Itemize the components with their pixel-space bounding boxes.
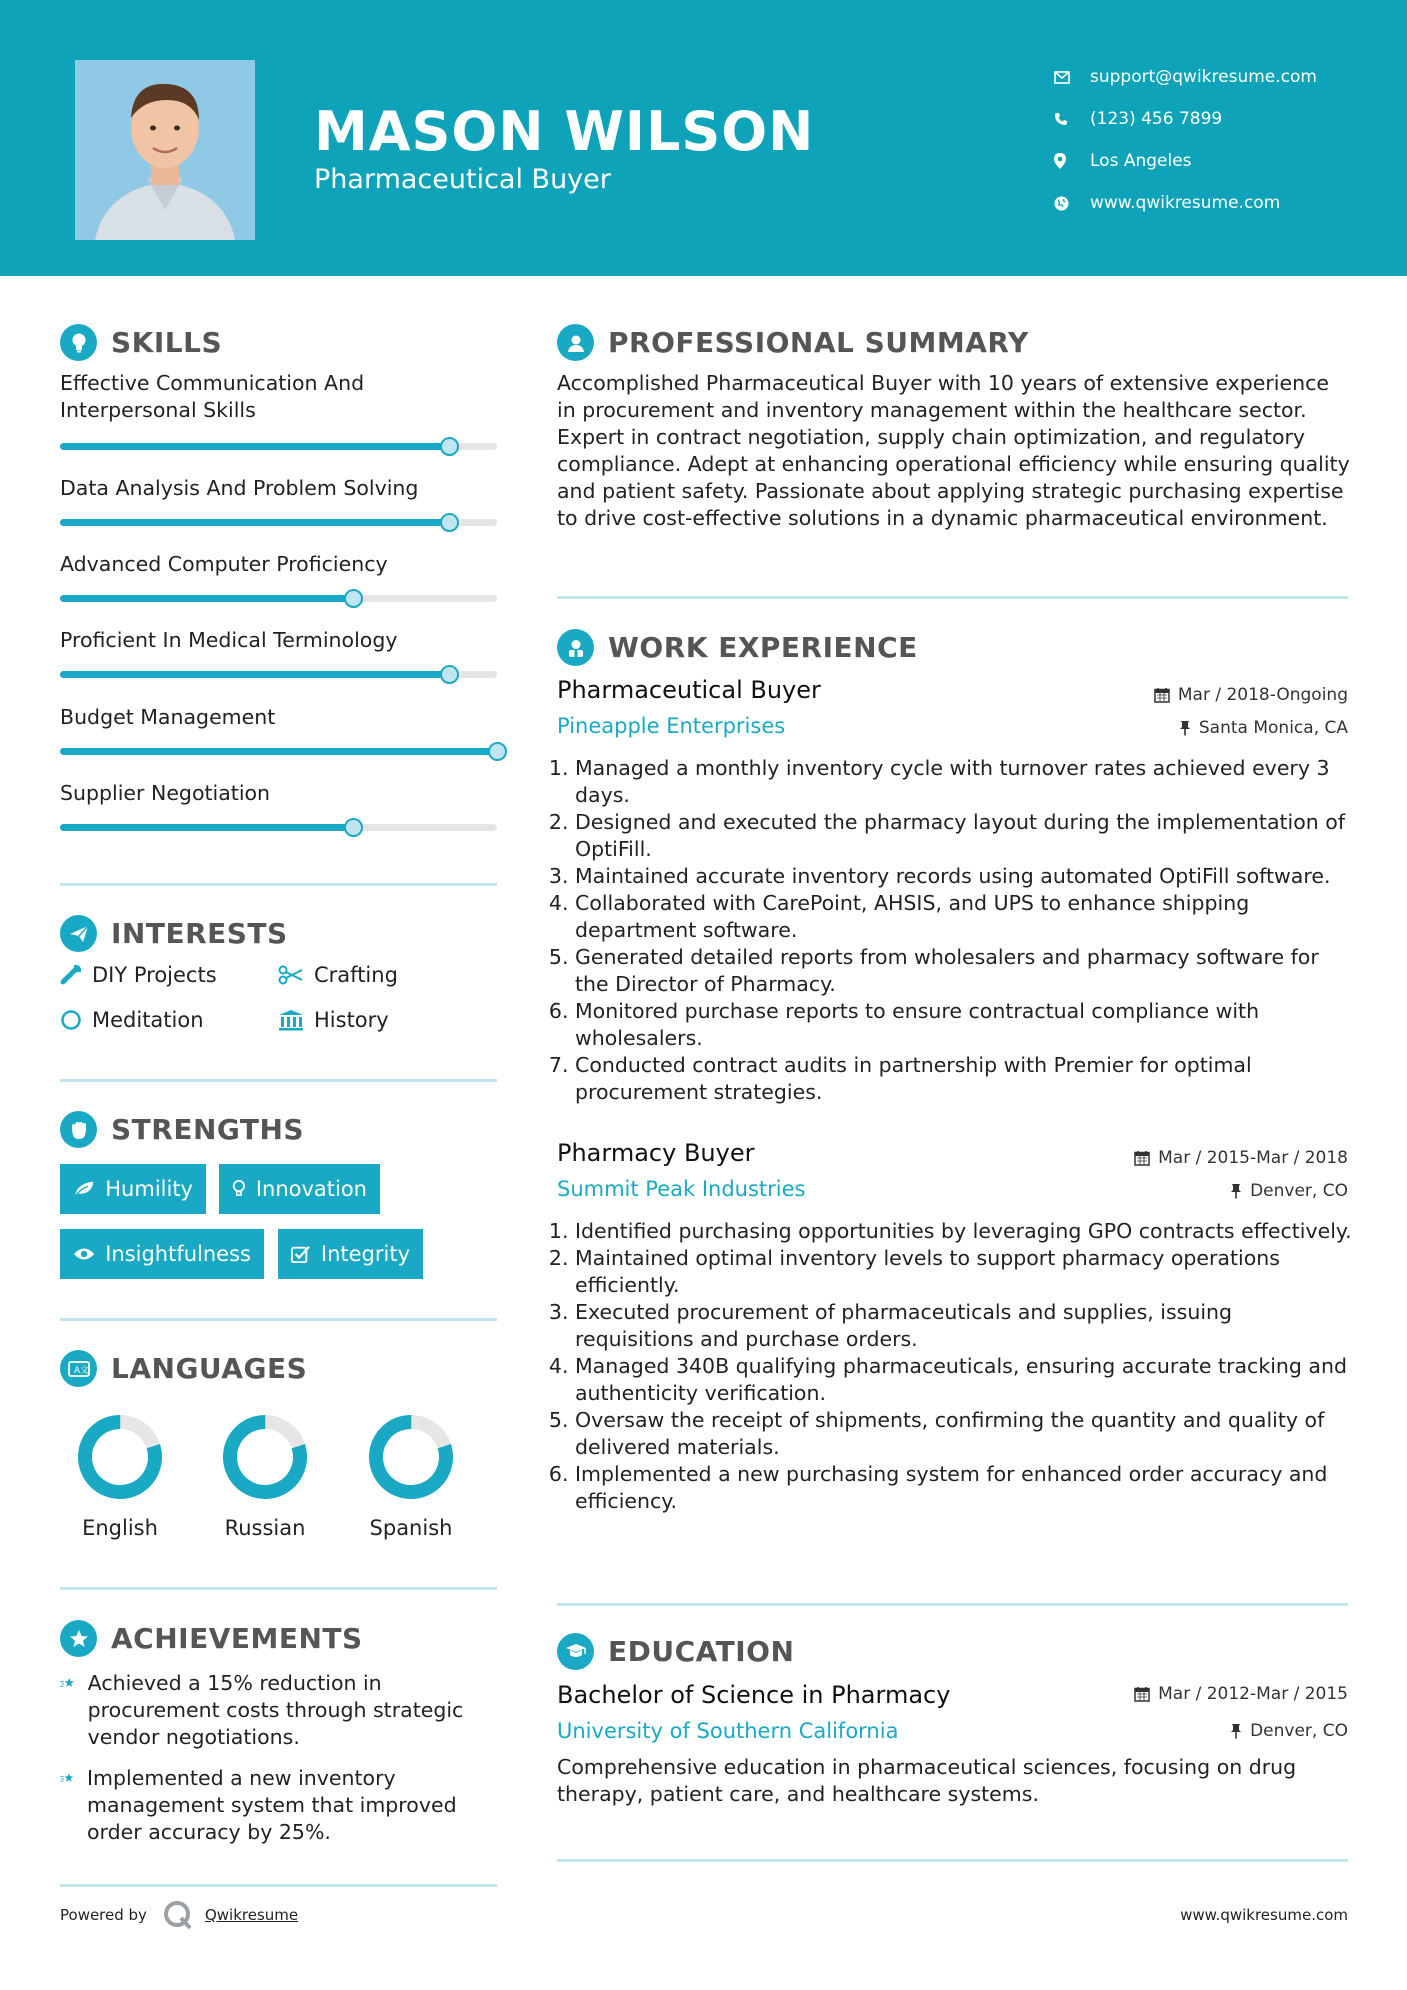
- experience-heading: [557, 629, 918, 666]
- job-bullets: [557, 1218, 1352, 1515]
- lightbulb-icon: [232, 1178, 246, 1200]
- experience-title: WORK EXPERIENCE: [608, 631, 918, 664]
- profile-photo: [75, 60, 255, 240]
- job-bullet: 5. Oversaw the receipt of shipments, confirming the quantity and quality of delivered materials.: [575, 1407, 1352, 1461]
- achievements-title: ACHIEVEMENTS: [111, 1622, 363, 1655]
- job-bullet: 2. Designed and executed the pharmacy layout during the implementation of OptiFill.: [575, 809, 1352, 863]
- skill-bar: [60, 671, 497, 678]
- candidate-title: Pharmaceutical Buyer: [314, 164, 611, 195]
- language-ring: [366, 1412, 456, 1502]
- shooting-star-icon: [60, 1670, 76, 1696]
- language-ring-fill: [76, 1413, 164, 1501]
- circle-icon: [60, 1009, 82, 1031]
- education-date-text: Mar / 2012-Mar / 2015: [1158, 1684, 1348, 1704]
- languages-heading: [60, 1350, 307, 1387]
- globe-icon: [1054, 196, 1090, 211]
- section-divider: [557, 1859, 1348, 1862]
- powered-by-label: Powered by: [60, 1906, 147, 1924]
- pushpin-icon: [1230, 1723, 1242, 1739]
- skill-bar: [60, 748, 497, 755]
- skill-bar: [60, 824, 497, 831]
- qwikresume-logo-icon: [161, 1898, 195, 1932]
- interest-item: [278, 963, 398, 987]
- job-location: [1230, 1181, 1348, 1201]
- language-ring-fill: [221, 1413, 309, 1501]
- job-bullet: 3. Maintained accurate inventory records using automated OptiFill software.: [575, 863, 1352, 890]
- contact-website[interactable]: [1054, 182, 1317, 224]
- job-date-text: Mar / 2018-Ongoing: [1177, 685, 1348, 705]
- language-item: [60, 1412, 180, 1540]
- map-pin-icon: [1054, 153, 1090, 169]
- section-divider: [60, 1079, 497, 1082]
- language-ring: [75, 1412, 165, 1502]
- envelope-icon: [1054, 71, 1090, 84]
- contact-list: [1054, 56, 1317, 224]
- achievement-item: [60, 1670, 500, 1751]
- interest-label: Crafting: [314, 963, 398, 987]
- job-location: [1179, 718, 1348, 738]
- scissors-icon: [278, 964, 304, 986]
- achievement-text: Achieved a 15% reduction in procurement costs through strategic vendor negotiations.: [87, 1671, 464, 1749]
- skill-bar: [60, 443, 497, 450]
- contact-website-text: www.qwikresume.com: [1090, 193, 1281, 213]
- skill-item: [60, 780, 497, 807]
- section-divider: [557, 1603, 1348, 1606]
- summary-text: Accomplished Pharmaceutical Buyer with 10 years of extensive experience in procurement and inventory management within the healthcare sector. Expert in contract negotiation, supply chain optimization, and regulatory compliance. Adept at enhancing operational efficiency while ensuring quality and patient safety. Passionate about applying strategic purchasing expertise to drive cost-effective solutions in a dynamic pharmaceutical environment.: [557, 371, 1350, 530]
- job-bullet: 4. Collaborated with CarePoint, AHSIS, and UPS to enhance shipping department software.: [575, 890, 1352, 944]
- section-divider: [557, 596, 1348, 599]
- education-title: EDUCATION: [608, 1635, 795, 1668]
- strength-label: Innovation: [255, 1177, 367, 1201]
- education-location-text: Denver, CO: [1250, 1721, 1348, 1741]
- language-item: [205, 1412, 325, 1540]
- lightbulb-icon: [60, 324, 97, 361]
- skill-name: Budget Management: [60, 705, 276, 729]
- job-bullet: 1. Managed a monthly inventory cycle with turnover rates achieved every 3 days.: [575, 755, 1352, 809]
- footer-powered-by: [60, 1898, 298, 1932]
- section-divider: [60, 1587, 497, 1590]
- job-title: Pharmacy Buyer: [557, 1139, 755, 1167]
- contact-phone-text: (123) 456 7899: [1090, 109, 1223, 129]
- wrench-icon: [60, 964, 82, 986]
- strengths-title: STRENGTHS: [111, 1113, 305, 1146]
- interest-item: [60, 963, 217, 987]
- languages-title: LANGUAGES: [111, 1352, 308, 1385]
- contact-location: [1054, 140, 1317, 182]
- contact-location-text: Los Angeles: [1090, 151, 1192, 171]
- svg-text:文: 文: [79, 1365, 89, 1376]
- skill-name: Proficient In Medical Terminology: [60, 628, 398, 652]
- interest-item: [60, 1008, 204, 1032]
- pushpin-icon: [1179, 720, 1191, 736]
- language-item: [351, 1412, 471, 1540]
- skill-bar: [60, 595, 497, 602]
- calendar-icon: [1134, 1686, 1150, 1702]
- job-company: Summit Peak Industries: [557, 1177, 806, 1201]
- job-date: [1154, 685, 1348, 705]
- language-ring-fill: [367, 1413, 455, 1501]
- summary-title: PROFESSIONAL SUMMARY: [608, 326, 1029, 359]
- skill-item: [60, 475, 497, 502]
- summary-heading: [557, 324, 1029, 361]
- skill-item: [60, 627, 497, 654]
- strength-tag: [219, 1164, 380, 1214]
- phone-icon: [1054, 112, 1090, 126]
- interests-heading: [60, 915, 288, 952]
- user-icon: [557, 324, 594, 361]
- contact-email[interactable]: [1054, 56, 1317, 98]
- strength-tag: [278, 1229, 423, 1279]
- job-bullet: 6. Monitored purchase reports to ensure contractual compliance with wholesalers.: [575, 998, 1352, 1052]
- skill-item: [60, 704, 497, 731]
- job-bullet: 7. Conducted contract audits in partnership with Premier for optimal procurement strategies.: [575, 1052, 1352, 1106]
- education-date: [1134, 1684, 1348, 1704]
- achievement-item: [60, 1765, 500, 1846]
- job-bullet: 5. Generated detailed reports from wholesalers and pharmacy software for the Director of Pharmacy.: [575, 944, 1352, 998]
- job-date: [1134, 1148, 1348, 1168]
- language-ring: [220, 1412, 310, 1502]
- education-location: [1230, 1721, 1348, 1741]
- strength-label: Humility: [105, 1177, 193, 1201]
- interests-title: INTERESTS: [111, 917, 288, 950]
- skill-name: Data Analysis And Problem Solving: [60, 476, 419, 500]
- star-badge-icon: [60, 1620, 97, 1657]
- skill-item: [60, 551, 497, 578]
- language-name: Spanish: [369, 1516, 453, 1540]
- skill-name: Advanced Computer Proficiency: [60, 552, 388, 576]
- strengths-heading: [60, 1111, 304, 1148]
- resume-header: [0, 0, 1407, 276]
- qwikresume-link[interactable]: Qwikresume: [204, 1906, 299, 1924]
- education-degree: Bachelor of Science in Pharmacy: [557, 1681, 951, 1709]
- job-location-text: Santa Monica, CA: [1198, 718, 1348, 738]
- strength-tag: [60, 1229, 264, 1279]
- calendar-icon: [1134, 1150, 1150, 1166]
- interest-label: Meditation: [92, 1008, 204, 1032]
- candidate-name: MASON WILSON: [314, 100, 815, 163]
- job-bullets: [557, 755, 1352, 1106]
- pushpin-icon: [1230, 1183, 1242, 1199]
- job-bullet: 6. Implemented a new purchasing system for enhanced order accuracy and efficiency.: [575, 1461, 1352, 1515]
- job-title: Pharmaceutical Buyer: [557, 676, 821, 704]
- language-name: Russian: [224, 1516, 306, 1540]
- job-bullet: 2. Maintained optimal inventory levels to support pharmacy operations efficiently.: [575, 1245, 1352, 1299]
- footer-website[interactable]: www.qwikresume.com: [1180, 1906, 1348, 1924]
- calendar-icon: [1154, 687, 1170, 703]
- job-date-text: Mar / 2015-Mar / 2018: [1158, 1148, 1348, 1168]
- language-name: English: [82, 1516, 158, 1540]
- achievement-text: Implemented a new inventory management system that improved order accuracy by 25%.: [87, 1766, 457, 1844]
- skills-title: SKILLS: [111, 326, 223, 359]
- fist-icon: [60, 1111, 97, 1148]
- interest-label: History: [314, 1008, 389, 1032]
- skills-heading: [60, 324, 222, 361]
- paper-plane-icon: [60, 915, 97, 952]
- language-icon: [60, 1350, 97, 1387]
- skill-name: Effective Communication And Interpersonal Skills: [60, 371, 365, 422]
- skill-item: [60, 370, 497, 424]
- strength-label: Insightfulness: [105, 1242, 251, 1266]
- briefcase-icon: [557, 629, 594, 666]
- skill-bar: [60, 519, 497, 526]
- museum-icon: [278, 1009, 304, 1031]
- strength-tag: [60, 1164, 206, 1214]
- achievements-heading: [60, 1620, 363, 1657]
- interest-item: [278, 1008, 389, 1032]
- interest-label: DIY Projects: [92, 963, 217, 987]
- section-divider: [60, 1318, 497, 1321]
- check-square-icon: [291, 1244, 311, 1264]
- shooting-star-icon: [60, 1765, 75, 1791]
- education-school: University of Southern California: [557, 1719, 899, 1743]
- section-divider: [60, 1884, 497, 1887]
- job-company: Pineapple Enterprises: [557, 714, 786, 738]
- education-text: Comprehensive education in pharmaceutical sciences, focusing on drug therapy, patient care, and healthcare systems.: [557, 1755, 1297, 1806]
- eye-icon: [73, 1246, 95, 1262]
- skill-name: Supplier Negotiation: [60, 781, 271, 805]
- svg-text:A: A: [73, 1365, 80, 1376]
- section-divider: [60, 883, 497, 886]
- education-heading: [557, 1633, 794, 1670]
- strength-label: Integrity: [320, 1242, 410, 1266]
- leaf-icon: [73, 1179, 95, 1199]
- graduation-cap-icon: [557, 1633, 594, 1670]
- job-bullet: 1. Identified purchasing opportunities by leveraging GPO contracts effectively.: [575, 1218, 1352, 1245]
- job-bullet: 4. Managed 340B qualifying pharmaceuticals, ensuring accurate tracking and authenticity verification.: [575, 1353, 1352, 1407]
- job-location-text: Denver, CO: [1250, 1181, 1348, 1201]
- contact-email-text: support@qwikresume.com: [1090, 67, 1317, 87]
- contact-phone[interactable]: [1054, 98, 1317, 140]
- job-bullet: 3. Executed procurement of pharmaceuticals and supplies, issuing requisitions and purchase orders.: [575, 1299, 1352, 1353]
